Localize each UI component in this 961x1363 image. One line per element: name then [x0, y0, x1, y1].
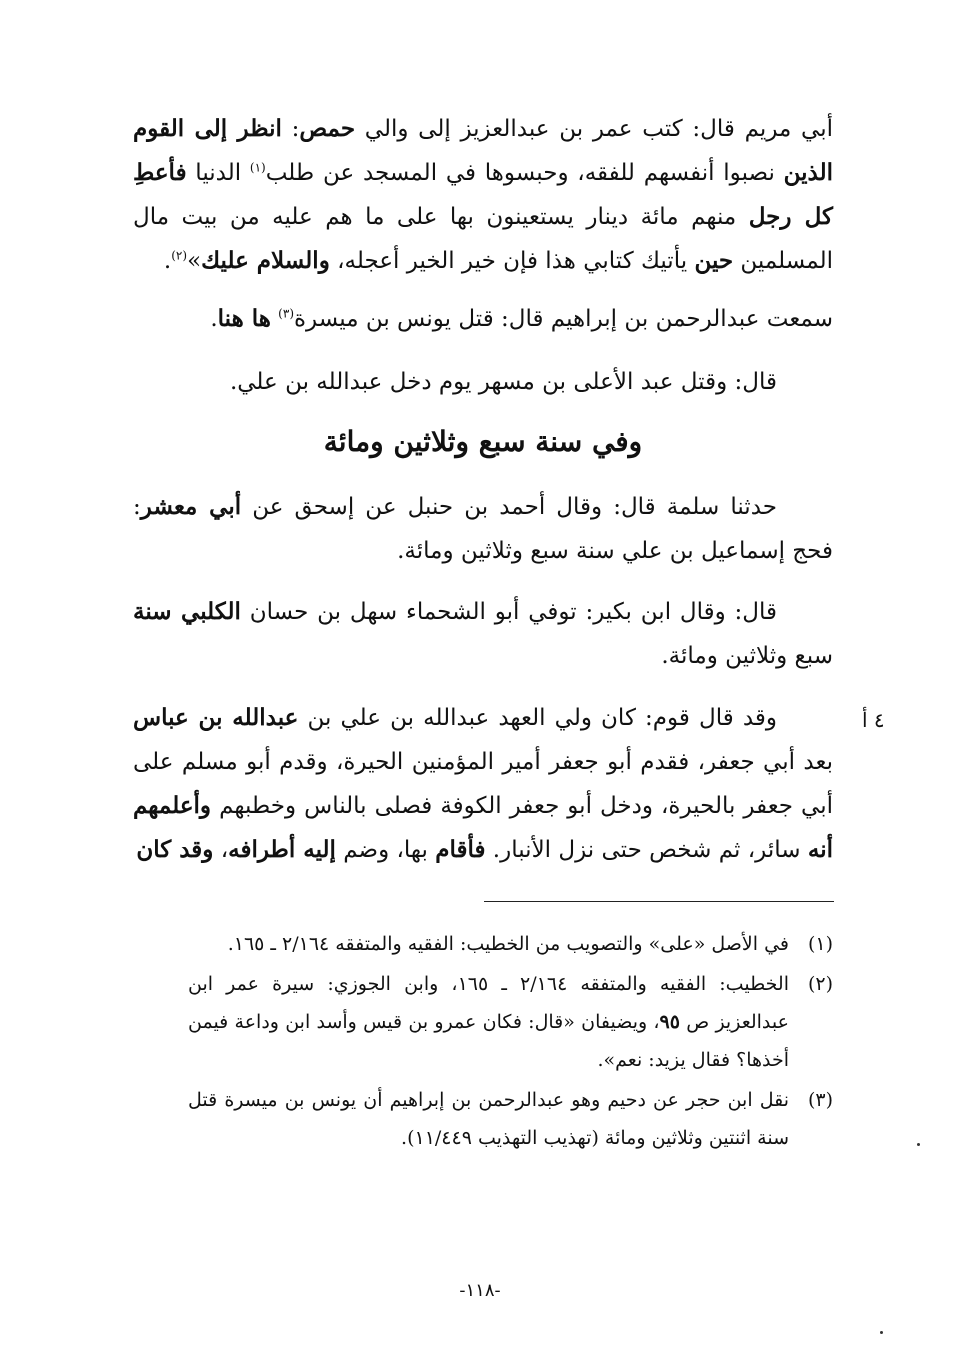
footnote-text [228, 933, 789, 955]
footnote-reference: (٢) [171, 248, 188, 263]
paragraph-1 [133, 107, 833, 283]
footnote-number: (٣) [807, 1089, 833, 1111]
bold-text-run: أبي معشر [140, 493, 242, 520]
text-run: قال: وقال ابن بكير: توفي أبو الشحماء سهل بن حسان [240, 599, 778, 625]
bold-text-run: عبدالله بن عباس [133, 704, 299, 731]
paragraph-2 [133, 297, 833, 341]
paragraph-4 [133, 485, 833, 573]
bold-text-run: وقد كان [136, 836, 214, 863]
section-heading: وفي سنة سبع وثلاثين ومائة [323, 425, 643, 458]
bold-text-run: والسلام عليك [201, 247, 330, 274]
text-run: يأتيك كتابي هذا فإن خير الخير أعجله، [329, 248, 695, 274]
paragraph-text [133, 107, 833, 283]
footnote [188, 1081, 833, 1157]
footnote-divider [484, 901, 834, 902]
manuscript-folio-note: ٤ أ [862, 708, 885, 732]
text-run: منهم مائة دينار يستعينون بها على ما هم عليه من بيت مال المسلمين [133, 204, 833, 274]
bold-text-run: حمص [299, 115, 356, 142]
text-run: بعد أبي جعفر، فقدم أبو جعفر أمير المؤمنين الحيرة، وقدم أبو مسلم على أبي جعفر بالحيرة، ودخل أبو جعفر الكوفة فصلى بالناس وخطبهم [133, 749, 833, 819]
footnote [188, 965, 833, 1079]
scan-speck [917, 1143, 920, 1146]
text-run: حدثنا سلمة قال: وقال أحمد بن حنبل عن إسحق عن [241, 494, 777, 520]
text-run: ، [213, 837, 229, 863]
text-run: : فحج إسماعيل بن علي سنة سبع وثلاثين ومائة. [133, 494, 833, 564]
footnote-reference: (٣) [278, 306, 294, 321]
bold-text-run: ٩٥ [659, 1011, 680, 1033]
text-run: نقل ابن حجر عن دحيم وهو عبدالرحمن بن إبراهيم أن يونس بن ميسرة قتل سنة اثنتين وثلاثين ومائة (تهذيب التهذيب ١١/٤٤٩). [188, 1089, 789, 1149]
paragraph-6 [133, 696, 833, 872]
text-run: نصبوا أنفسهم للفقه، وحبسوها في المسجد عن طلب [265, 160, 784, 186]
text-run: أبي مريم قال: كتب عمر بن عبدالعزيز إلى والي [355, 116, 834, 142]
footnote-text [188, 1089, 789, 1149]
text-run: ، ويضيفان «قال: فكان عمرو بن قيس وأسد ابن وداعة فيمن أخذها؟ فقال يزيد: نعم». [188, 1011, 789, 1071]
text-run: سمعت عبدالرحمن بن إبراهيم قال: قتل يونس بن ميسرة [294, 306, 833, 332]
bold-text-run: حين [694, 247, 734, 274]
scan-speck [880, 1331, 883, 1334]
text-run: في الأصل «على» والتصويب من الخطيب: الفقيه والمتفقه ٢/١٦٤ ـ ١٦٥. [227, 933, 789, 955]
text-run: » [187, 248, 202, 274]
bold-text-run: إليه أطرافه [228, 836, 336, 863]
text-run: . [163, 248, 172, 274]
footnote-number: (٢) [807, 973, 833, 995]
footnote [188, 925, 833, 963]
bold-text-run: فأقام [435, 836, 486, 863]
text-run: بها، وضم [335, 837, 436, 863]
bold-text-run: فأعطِ كل رجل [133, 159, 833, 230]
footnote-reference: (١) [249, 160, 266, 175]
text-run: سبع وثلاثين ومائة. [661, 643, 833, 669]
text-run: الخطيب: الفقيه والمتفقه ٢/١٦٤ ـ ١٦٥، وابن الجوزي: سيرة عمر ابن عبدالعزيز ص [188, 973, 789, 1033]
paragraph-text [133, 485, 833, 573]
text-run: قال: وقتل عبد الأعلى بن مسهر يوم دخل عبدالله بن علي. [229, 369, 777, 395]
paragraph-text [133, 297, 833, 341]
bold-text-run: انظر إلى القوم الذين [133, 115, 833, 186]
bold-text-run: الكلبي سنة [133, 598, 241, 625]
footnote-text [188, 973, 789, 1071]
text-run: وقد قال قوم: كان ولي العهد عبدالله بن علي بن [298, 705, 777, 731]
text-run: . [210, 306, 218, 332]
paragraph-3 [133, 360, 833, 404]
paragraph-5 [133, 590, 833, 678]
paragraph-text [133, 696, 833, 872]
paragraph-text [133, 590, 833, 678]
text-run: : [281, 116, 300, 142]
bold-text-run: ها هنا [217, 305, 271, 332]
bold-text-run: وأعلمهم أنه [133, 792, 833, 863]
text-run: سائر، ثم شخص حتى نزل الأنبار. [485, 837, 808, 863]
footnotes [188, 925, 833, 1159]
page-number: -١١٨- [459, 1280, 501, 1301]
footnote-number: (١) [807, 933, 833, 955]
text-run: الدنيا [186, 160, 250, 186]
paragraph-text [133, 360, 833, 404]
